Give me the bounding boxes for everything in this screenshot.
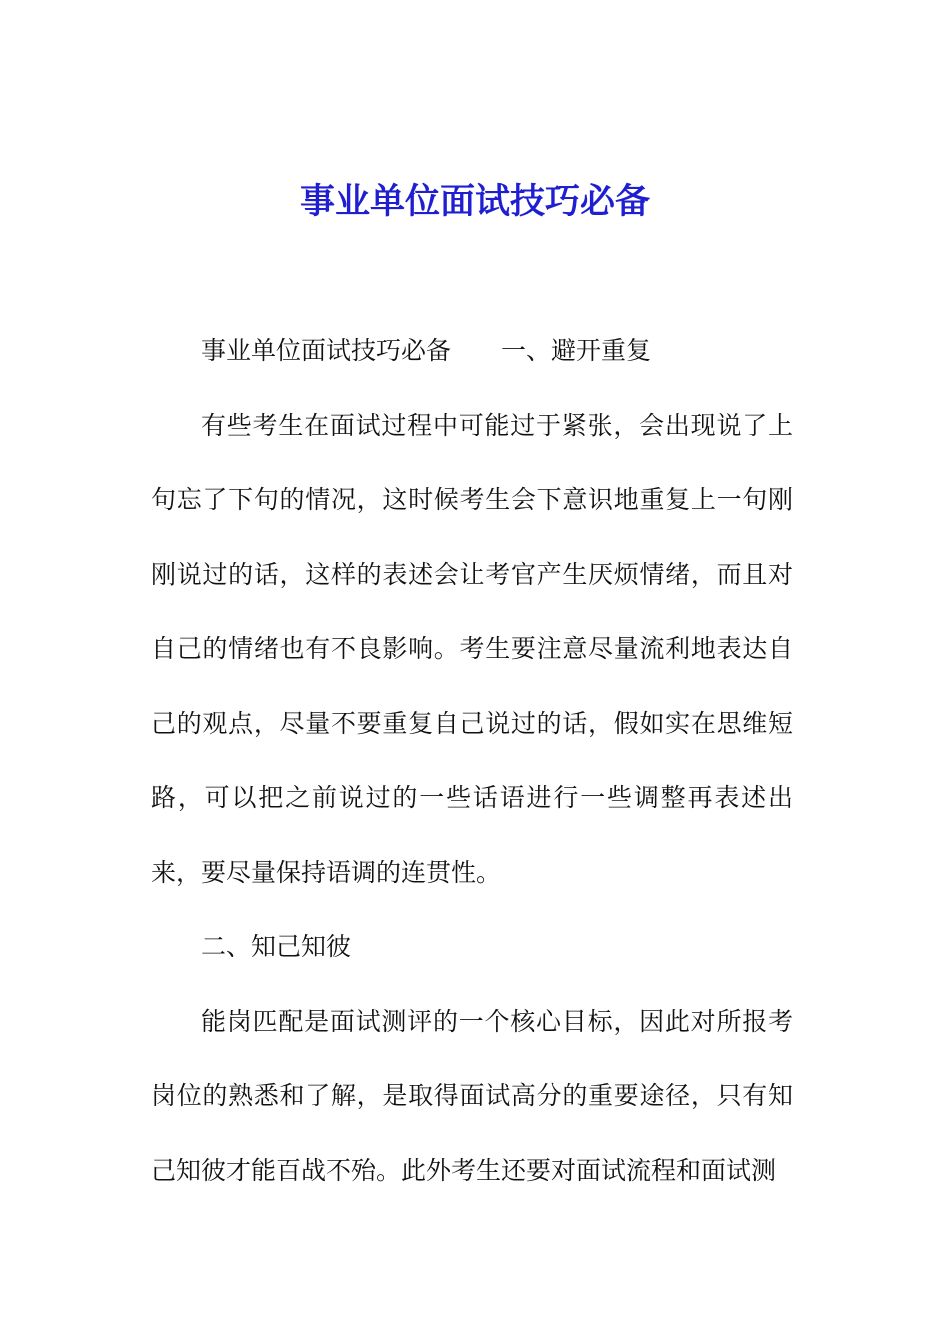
paragraph-know-the-job: 能岗匹配是面试测评的一个核心目标，因此对所报考岗位的熟悉和了解，是取得面试高分的重要途径，只有知己知彼才能百战不殆。此外考生还要对面试流程和面试测 [151,1006,793,1185]
intro-heading-line: 事业单位面试技巧必备 一、避开重复 [201,336,652,365]
paragraph-avoid-repetition: 有些考生在面试过程中可能过于紧张，会出现说了上句忘了下句的情况，这时候考生会下意识地重复上一句刚刚说过的话，这样的表述会让考官产生厌烦情绪，而且对自己的情绪也有不良影响。考生要注意尽量流利地表达自己的观点，尽量不要重复自己说过的话，假如实在思维短路，可以把之前说过的一些话语进行一些调整再表述出来，要尽量保持语调的连贯性。 [151,410,793,887]
document-title: 事业单位面试技巧必备 [299,181,650,222]
section-heading-know-yourself: 二、知己知彼 [201,932,352,961]
document-body [151,314,793,1208]
